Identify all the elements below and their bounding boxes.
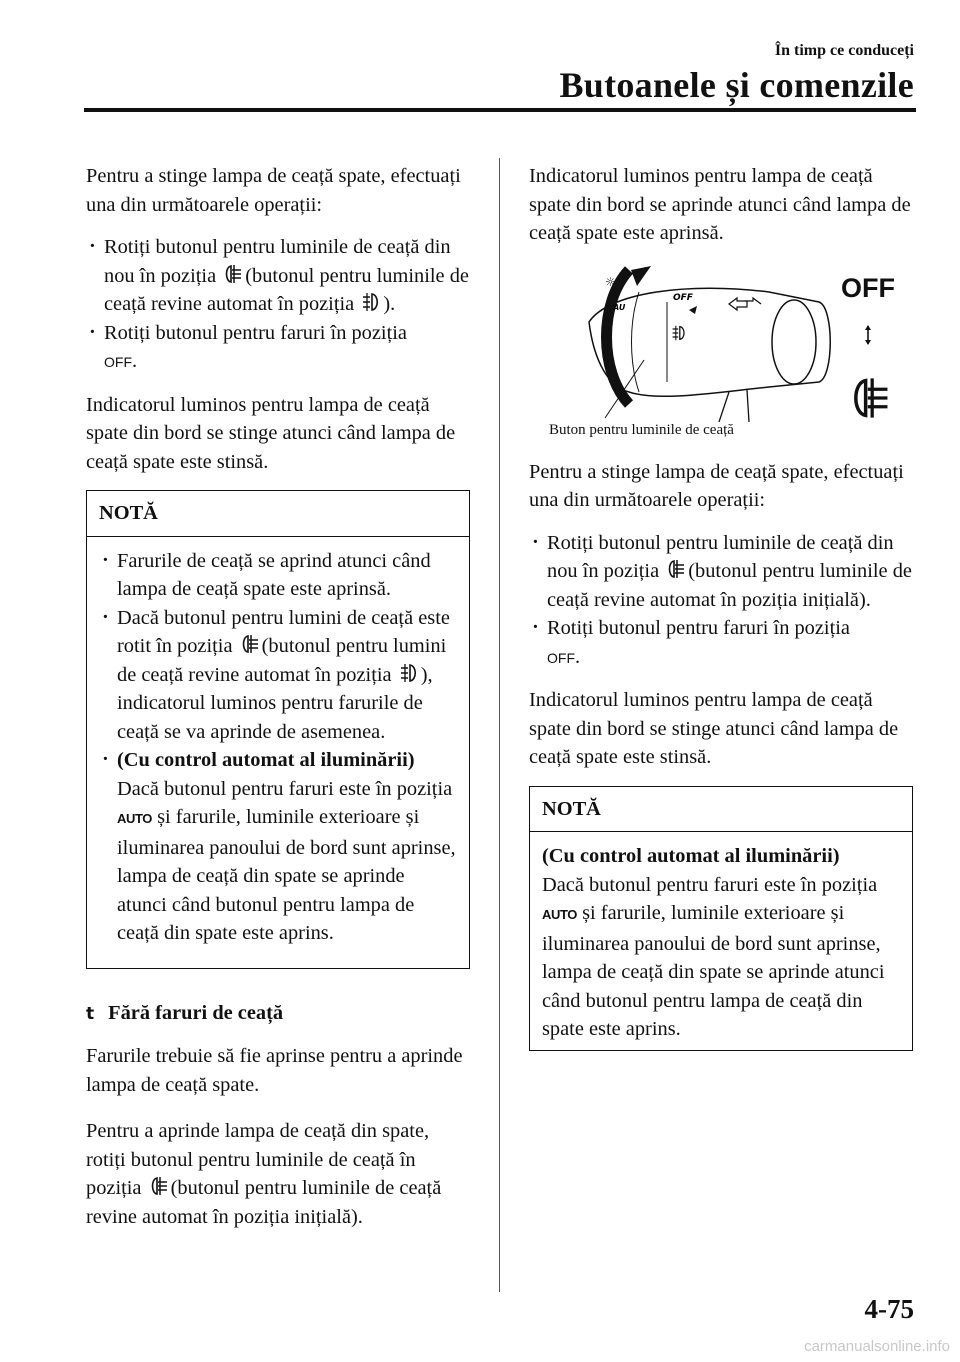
- chapter-title: Butoanele și comenzile: [559, 65, 914, 105]
- bullet-list: [529, 529, 913, 673]
- paragraph: Pentru a stinge lampa de ceață spate, efectuați una din următoarele operații:: [529, 460, 904, 511]
- subheading: t Fără faruri de ceață: [86, 1001, 284, 1024]
- rear-fog-icon: [666, 558, 686, 580]
- paragraph: Pentru a aprinde lampa de ceață din spate, rotiți butonul pentru luminile de ceață în poziția (butonul pentru luminile de ceață revine automat în poziția inițială).: [86, 1120, 442, 1228]
- fog-switch-figure: [529, 262, 913, 444]
- paragraph: Pentru a stinge lampa de ceață spate, efectuați una din următoarele operații:: [86, 165, 461, 216]
- note-box: NOTĂ (Cu control automat al iluminării) Dacă butonul pentru faruri este în poziția AUTO și farurile, luminile exterioare și iluminarea panoului de bord sunt aprinse, lampa de ceață din spate se aprinde atunci când butonul pentru lampa de ceață din spate este aprins.: [529, 786, 913, 1051]
- figure-caption: Buton pentru luminile de ceață: [549, 421, 734, 438]
- list-item: · Rotiți butonul pentru luminile de ceață din nou în poziția (butonul pentru luminile de ceață revine automat în poziția inițială).: [529, 529, 913, 615]
- list-item: · Rotiți butonul pentru faruri în poziția OFF.: [529, 614, 913, 672]
- light-symbol: ☼: [605, 274, 616, 289]
- rear-fog-icon: [847, 374, 893, 422]
- off-text: OFF: [104, 354, 132, 370]
- combination-switch-illustration: [569, 262, 869, 422]
- up-down-arrow-icon: [863, 324, 873, 346]
- list-item: · Farurile de ceață se aprind atunci când lampa de ceață spate este aprinsă.: [99, 547, 457, 604]
- left-column: [86, 162, 470, 1245]
- off-text: OFF: [547, 649, 575, 666]
- front-fog-icon: [399, 662, 419, 684]
- front-fog-icon: [361, 291, 381, 313]
- note-list: [99, 547, 457, 948]
- paragraph: Farurile trebuie să fie aprinse pentru a aprinde lampa de ceață spate.: [86, 1045, 463, 1096]
- watermark: carmanualsonline.info: [804, 1338, 950, 1355]
- list-item: · Rotiți butonul pentru luminile de ceață din nou în poziția (butonul pentru luminile de ceață revine automat în poziția ).: [86, 233, 470, 319]
- rear-fog-icon: [149, 1175, 169, 1197]
- paragraph: Indicatorul luminos pentru lampa de ceață spate din bord se stinge atunci când lampa de ceață spate este stinsă.: [529, 689, 899, 768]
- column-divider: [499, 158, 500, 1292]
- rear-fog-icon: [240, 633, 260, 655]
- note-title: NOTĂ: [87, 491, 469, 537]
- switch-auto-text: AU: [613, 302, 626, 312]
- page-number: 4-75: [864, 1294, 914, 1324]
- note-title: NOTĂ: [530, 787, 912, 833]
- rear-fog-icon: [223, 263, 243, 285]
- auto-text: AUTO: [117, 811, 152, 826]
- list-item: · (Cu control automat al iluminării) Dacă butonul pentru faruri este în poziția AUTO și farurile, luminile exterioare și iluminarea panoului de bord sunt aprinse, lampa de ceață din spate se aprinde atunci când butonul pentru lampa de ceață din spate este aprins.: [99, 746, 457, 948]
- note-box: [86, 490, 470, 969]
- right-column: [529, 162, 913, 1051]
- list-item: · Dacă butonul pentru lumini de ceață este rotit în poziția (butonul pentru lumini de ceață revine automat în poziția ), indicatorul luminos pentru farurile de ceață se va aprinde de asemenea.: [99, 604, 457, 747]
- header-rule: [84, 108, 916, 112]
- off-position-label: OFF: [841, 272, 895, 303]
- section-title: În timp ce conduceți: [774, 42, 914, 59]
- list-item: · Rotiți butonul pentru faruri în poziția OFF.: [86, 319, 470, 377]
- paragraph: Indicatorul luminos pentru lampa de ceață spate din bord se aprinde atunci când lampa de ceață spate este aprinsă.: [529, 165, 911, 244]
- auto-text: AUTO: [542, 907, 577, 922]
- switch-off-text: OFF: [673, 292, 693, 303]
- paragraph: Indicatorul luminos pentru lampa de ceață spate din bord se stinge atunci când lampa de ceață spate este stinsă.: [86, 393, 456, 473]
- bullet-list: [86, 233, 470, 377]
